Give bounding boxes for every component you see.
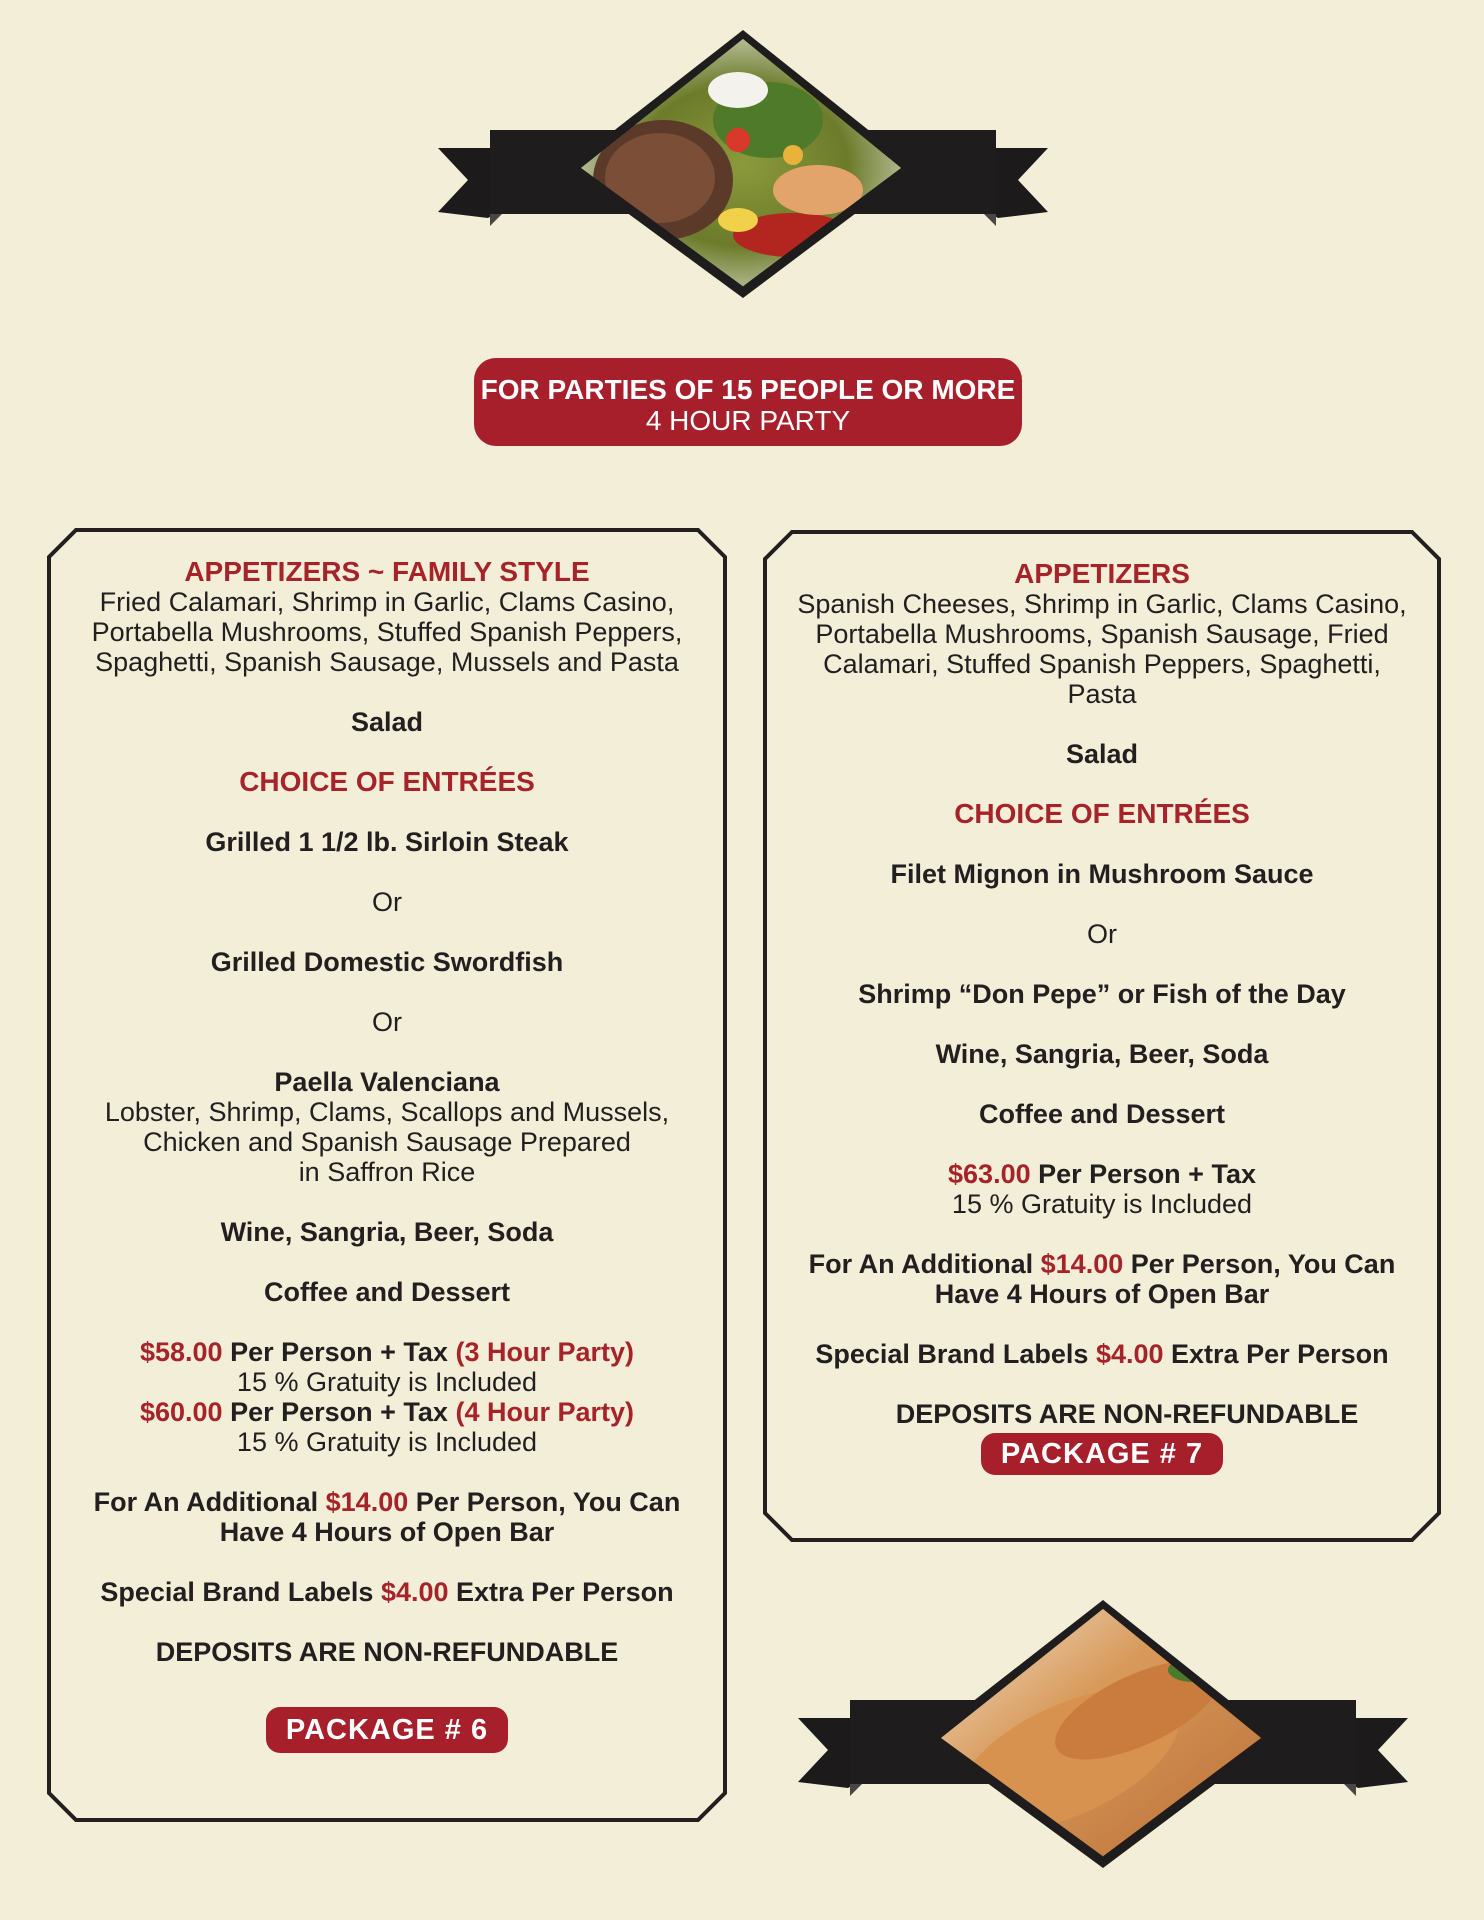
deposits-notice: DEPOSITS ARE NON-REFUNDABLE (155, 1637, 619, 1667)
price-text: Per Person + Tax (1030, 1159, 1256, 1189)
party-size-badge (474, 358, 1022, 446)
price-text: Per Person + Tax (222, 1337, 456, 1367)
brand-labels-line (46, 1577, 728, 1607)
bottom-banner (798, 1600, 1408, 1870)
brand-prefix: Special Brand Labels (100, 1577, 381, 1607)
brand-labels-line (762, 1339, 1442, 1369)
drinks-label: Wine, Sangria, Beer, Soda (220, 1217, 554, 1247)
entree-option: Paella Valenciana (274, 1067, 500, 1097)
price-line (46, 1337, 728, 1367)
entree-option: Grilled Domestic Swordfish (210, 947, 564, 977)
entree-description: Chicken and Spanish Sausage Prepared (143, 1127, 631, 1157)
open-bar-price: $14.00 (325, 1487, 409, 1517)
open-bar-suffix: Per Person, You Can (408, 1487, 681, 1517)
appetizers-title: APPETIZERS (1014, 558, 1190, 589)
open-bar-suffix: Per Person, You Can (1123, 1249, 1396, 1279)
entree-option: Filet Mignon in Mushroom Sauce (890, 859, 1314, 889)
brand-price: $4.00 (380, 1577, 449, 1607)
appetizers-line: Pasta (1067, 679, 1137, 709)
open-bar-prefix: For An Additional (808, 1249, 1041, 1279)
price-line (46, 1397, 728, 1427)
package-7-card-body (762, 529, 1442, 1543)
open-bar-price: $14.00 (1040, 1249, 1124, 1279)
appetizers-line: Portabella Mushrooms, Spanish Sausage, Fried (815, 619, 1389, 649)
price-value: $58.00 (139, 1337, 223, 1367)
brand-prefix: Special Brand Labels (815, 1339, 1096, 1369)
open-bar-line-2: Have 4 Hours of Open Bar (934, 1279, 1270, 1309)
open-bar-prefix: For An Additional (93, 1487, 326, 1517)
open-bar-line (762, 1249, 1442, 1279)
food-photo-top (568, 30, 918, 300)
price-line (762, 1159, 1442, 1189)
brand-suffix: Extra Per Person (448, 1577, 674, 1607)
price-value: $60.00 (139, 1397, 223, 1427)
price-value: $63.00 (948, 1159, 1031, 1189)
deposits-notice: DEPOSITS ARE NON-REFUNDABLE (895, 1399, 1359, 1429)
open-bar-line-2: Have 4 Hours of Open Bar (219, 1517, 555, 1547)
or-separator: Or (372, 887, 402, 917)
package-6-badge: PACKAGE # 6 (266, 1707, 508, 1753)
entree-option: Shrimp “Don Pepe” or Fish of the Day (858, 979, 1346, 1009)
price-text: Per Person + Tax (222, 1397, 456, 1427)
dessert-label: Coffee and Dessert (263, 1277, 511, 1307)
party-duration-line: 4 HOUR PARTY (645, 405, 851, 436)
gratuity-note: 15 % Gratuity is Included (236, 1427, 538, 1457)
appetizers-line: Fried Calamari, Shrimp in Garlic, Clams Casino, (99, 587, 675, 617)
appetizers-line: Spanish Cheeses, Shrimp in Garlic, Clams Casino, (797, 589, 1407, 619)
food-photo-bottom (928, 1600, 1278, 1870)
entrees-title: CHOICE OF ENTRÉES (954, 798, 1250, 829)
entree-option: Grilled 1 1/2 lb. Sirloin Steak (205, 827, 569, 857)
brand-price: $4.00 (1095, 1339, 1164, 1369)
entree-description: Lobster, Shrimp, Clams, Scallops and Mussels, (104, 1097, 670, 1127)
salad-label: Salad (350, 707, 424, 737)
drinks-label: Wine, Sangria, Beer, Soda (935, 1039, 1269, 1069)
price-note: (4 Hour Party) (455, 1397, 634, 1427)
package-6-card (46, 527, 728, 1823)
dessert-label: Coffee and Dessert (978, 1099, 1226, 1129)
party-size-line: FOR PARTIES OF 15 PEOPLE OR MORE (480, 374, 1016, 405)
package-7-badge: PACKAGE # 7 (981, 1433, 1223, 1475)
entrees-title: CHOICE OF ENTRÉES (239, 766, 535, 797)
appetizers-title: APPETIZERS ~ FAMILY STYLE (184, 556, 590, 587)
open-bar-line (46, 1487, 728, 1517)
top-banner (438, 30, 1048, 300)
appetizers-line: Calamari, Stuffed Spanish Peppers, Spaghetti, (823, 649, 1381, 679)
or-separator: Or (372, 1007, 402, 1037)
price-note: (3 Hour Party) (455, 1337, 634, 1367)
appetizers-line: Portabella Mushrooms, Stuffed Spanish Peppers, (91, 617, 683, 647)
or-separator: Or (1087, 919, 1117, 949)
gratuity-note: 15 % Gratuity is Included (951, 1189, 1253, 1219)
gratuity-note: 15 % Gratuity is Included (236, 1367, 538, 1397)
brand-suffix: Extra Per Person (1163, 1339, 1389, 1369)
entree-description: in Saffron Rice (298, 1157, 476, 1187)
salad-label: Salad (1065, 739, 1139, 769)
appetizers-line: Spaghetti, Spanish Sausage, Mussels and Pasta (95, 647, 679, 677)
